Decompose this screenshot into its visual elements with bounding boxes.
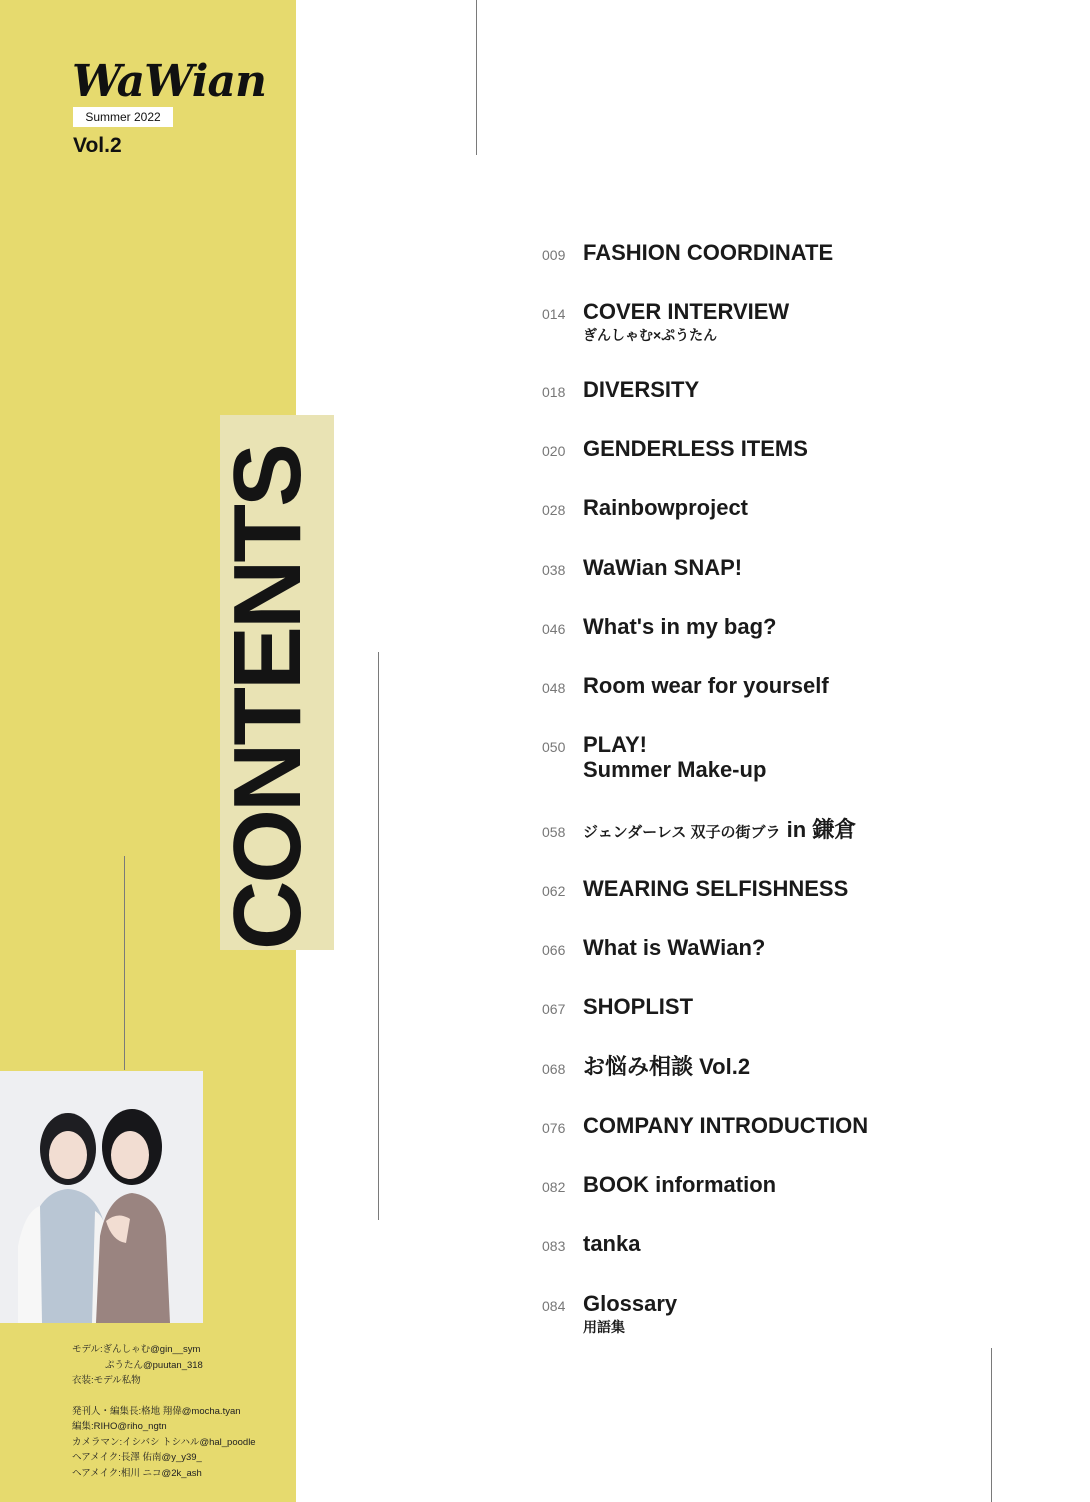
- toc-title: DIVERSITY: [583, 377, 700, 402]
- toc-page-number: 048: [542, 680, 566, 696]
- toc-title: Rainbowproject: [583, 495, 749, 520]
- toc-title: FASHION COORDINATE: [583, 240, 834, 265]
- section-title: CONTENTS: [214, 446, 321, 950]
- toc-title: Glossary: [583, 1291, 678, 1316]
- season-tag: Summer 2022: [73, 107, 173, 127]
- credit-hair: ヘアメイク:長澤 佑南@y_y39_: [72, 1452, 202, 1463]
- toc-page-number: 038: [542, 562, 566, 578]
- toc-page-number: 050: [542, 739, 566, 755]
- cover-photo: [0, 1071, 203, 1323]
- credit-hair: ヘアメイク:相川 ニコ@2k_ash: [72, 1467, 202, 1479]
- toc-page-number: 076: [542, 1120, 566, 1136]
- toc-page-number: 068: [542, 1061, 566, 1077]
- credit-publisher: 発刊人・編集長:格地 翔偉@mocha.tyan: [72, 1405, 241, 1417]
- toc-page-number: 046: [542, 621, 566, 637]
- toc-title: [583, 817, 856, 846]
- toc-subtitle: 用語集: [583, 1319, 625, 1335]
- credit-model: モデル:ぎんしゃむ@gin__sym: [72, 1344, 201, 1355]
- toc-page-number: 014: [542, 306, 566, 322]
- volume-label: Vol.2: [73, 134, 122, 157]
- toc-title: COVER INTERVIEW: [583, 299, 790, 324]
- credit-editor: 編集:RIHO@riho_ngtn: [72, 1421, 167, 1432]
- toc-title: COMPANY INTRODUCTION: [583, 1113, 869, 1138]
- credit-costume: 衣装:モデル私物: [72, 1375, 141, 1386]
- toc-title: お悩み相談 Vol.2: [583, 1054, 751, 1079]
- toc-title: WaWian SNAP!: [583, 555, 743, 580]
- toc-page-number: 020: [542, 443, 566, 459]
- toc-title-location: in 鎌倉: [786, 817, 857, 842]
- models-photo-illustration: [0, 1071, 203, 1323]
- toc-title: GENDERLESS ITEMS: [583, 436, 808, 461]
- toc-title-japanese: ジェンダーレス 双子の街ブラ: [583, 824, 781, 841]
- toc-page-number: 058: [542, 824, 566, 840]
- toc-title: WEARING SELFISHNESS: [583, 876, 849, 901]
- magazine-logo: WaWian: [72, 56, 266, 107]
- toc-title-line2: Summer Make-up: [583, 757, 767, 782]
- toc-title: tanka: [583, 1231, 641, 1256]
- toc-page-number: 082: [542, 1179, 566, 1195]
- toc-subtitle: ぎんしゃむ×ぷうたん: [583, 327, 718, 343]
- toc-page-number: 066: [542, 942, 566, 958]
- toc-title: Room wear for yourself: [583, 673, 829, 698]
- toc-title: What is WaWian?: [583, 935, 766, 960]
- toc-page-number: 083: [542, 1238, 566, 1254]
- toc-page-number: 084: [542, 1298, 566, 1314]
- divider-line: [124, 856, 125, 1070]
- divider-line: [991, 1348, 992, 1502]
- toc-page-number: 028: [542, 502, 566, 518]
- credit-camera: カメラマン:イシバシ トシハル@hal_poodle: [72, 1436, 256, 1448]
- toc-title: BOOK information: [583, 1172, 777, 1197]
- divider-line: [378, 652, 379, 1220]
- toc-title: SHOPLIST: [583, 994, 694, 1019]
- toc-title: What's in my bag?: [583, 614, 777, 639]
- credit-model: ぷうたん@puutan_318: [105, 1359, 203, 1371]
- credits: [72, 1342, 287, 1481]
- divider-line: [476, 0, 477, 155]
- toc-page-number: 062: [542, 883, 566, 899]
- toc-page-number: 018: [542, 384, 566, 400]
- toc-page-number: 067: [542, 1001, 566, 1017]
- toc-title: PLAY!: [583, 732, 647, 757]
- toc-page-number: 009: [542, 247, 566, 263]
